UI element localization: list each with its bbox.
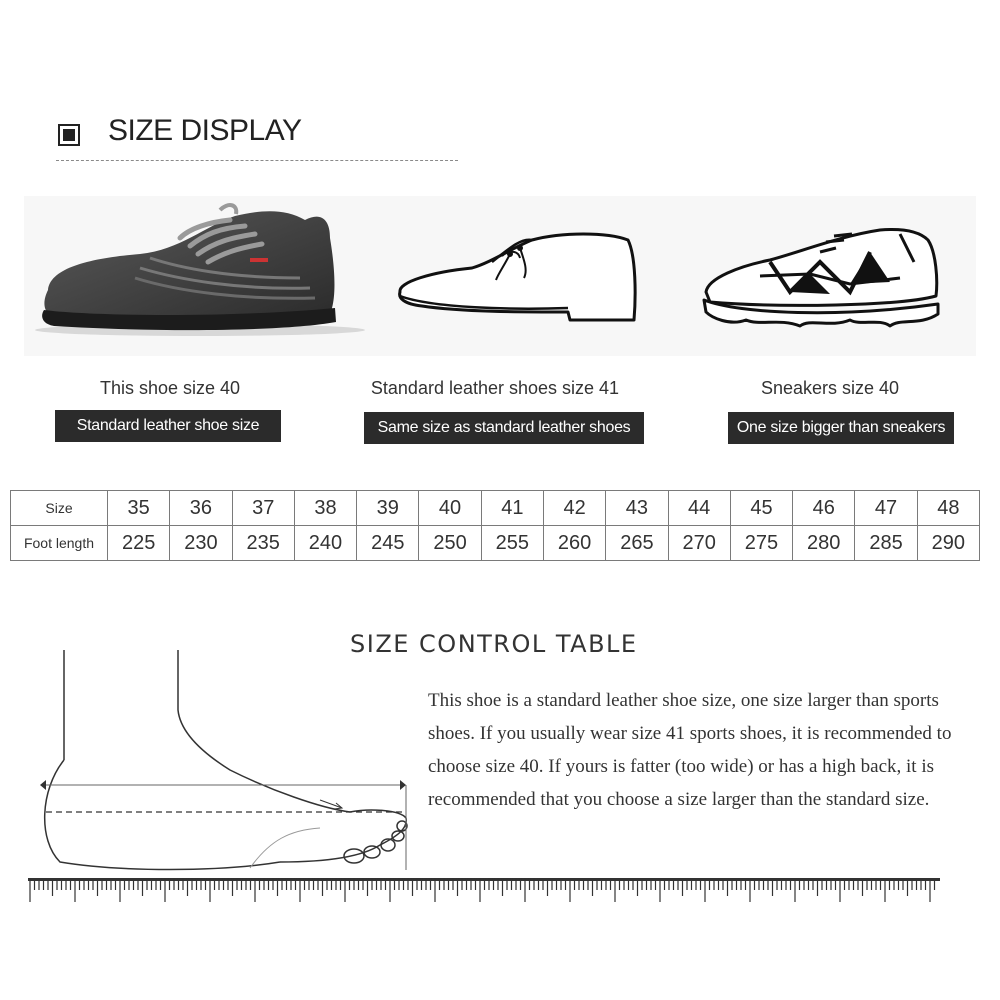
length-cell: 285 xyxy=(855,526,917,561)
size-cell: 42 xyxy=(543,491,605,526)
length-cell: 280 xyxy=(793,526,855,561)
size-advice-text: This shoe is a standard leather shoe size, one size larger than sports shoes. If you usually wear size 41 sports shoes, it is recommended to choose size 40. If yours is fatter (too wide) or has a high back, it is recommended that you choose a size larger than the standard size. xyxy=(428,690,952,810)
size-cell: 37 xyxy=(232,491,294,526)
length-cell: 275 xyxy=(730,526,792,561)
shoe-caption-2: Standard leather shoes size 41 xyxy=(370,378,620,398)
size-cell: 46 xyxy=(793,491,855,526)
size-row xyxy=(11,491,980,526)
leather-shoe-icon xyxy=(392,226,642,330)
foot-length-row xyxy=(11,526,980,561)
shoe-tag-2: Same size as standard leather shoes xyxy=(364,412,644,444)
square-bullet-icon xyxy=(58,124,80,146)
size-table xyxy=(10,490,980,561)
length-cell: 255 xyxy=(481,526,543,561)
header-divider xyxy=(56,160,458,161)
length-cell: 250 xyxy=(419,526,481,561)
shoe-tag-3: One size bigger than sneakers xyxy=(728,412,954,444)
shoe-caption-1: This shoe size 40 xyxy=(99,378,241,398)
row-label-foot-length: Foot length xyxy=(11,526,108,561)
length-cell: 265 xyxy=(606,526,668,561)
size-cell: 39 xyxy=(357,491,419,526)
length-cell: 290 xyxy=(917,526,979,561)
length-cell: 225 xyxy=(108,526,170,561)
size-cell: 45 xyxy=(730,491,792,526)
size-cell: 35 xyxy=(108,491,170,526)
size-cell: 48 xyxy=(917,491,979,526)
foot-measurement-icon xyxy=(20,640,420,880)
size-cell: 44 xyxy=(668,491,730,526)
length-cell: 230 xyxy=(170,526,232,561)
knit-sneaker-photo xyxy=(30,198,370,348)
size-cell: 40 xyxy=(419,491,481,526)
size-cell: 41 xyxy=(481,491,543,526)
section-title: SIZE CONTROL TABLE xyxy=(350,630,638,658)
size-cell: 43 xyxy=(606,491,668,526)
sneaker-icon xyxy=(700,222,945,332)
size-cell: 36 xyxy=(170,491,232,526)
length-cell: 235 xyxy=(232,526,294,561)
length-cell: 270 xyxy=(668,526,730,561)
length-cell: 240 xyxy=(294,526,356,561)
shoe-caption-3: Sneakers size 40 xyxy=(760,378,900,398)
page-title: SIZE DISPLAY xyxy=(108,114,302,147)
ruler-icon xyxy=(28,872,940,906)
row-label-size: Size xyxy=(11,491,108,526)
length-cell: 260 xyxy=(543,526,605,561)
shoe-tag-1: Standard leather shoe size xyxy=(55,410,281,442)
size-cell: 47 xyxy=(855,491,917,526)
size-cell: 38 xyxy=(294,491,356,526)
length-cell: 245 xyxy=(357,526,419,561)
